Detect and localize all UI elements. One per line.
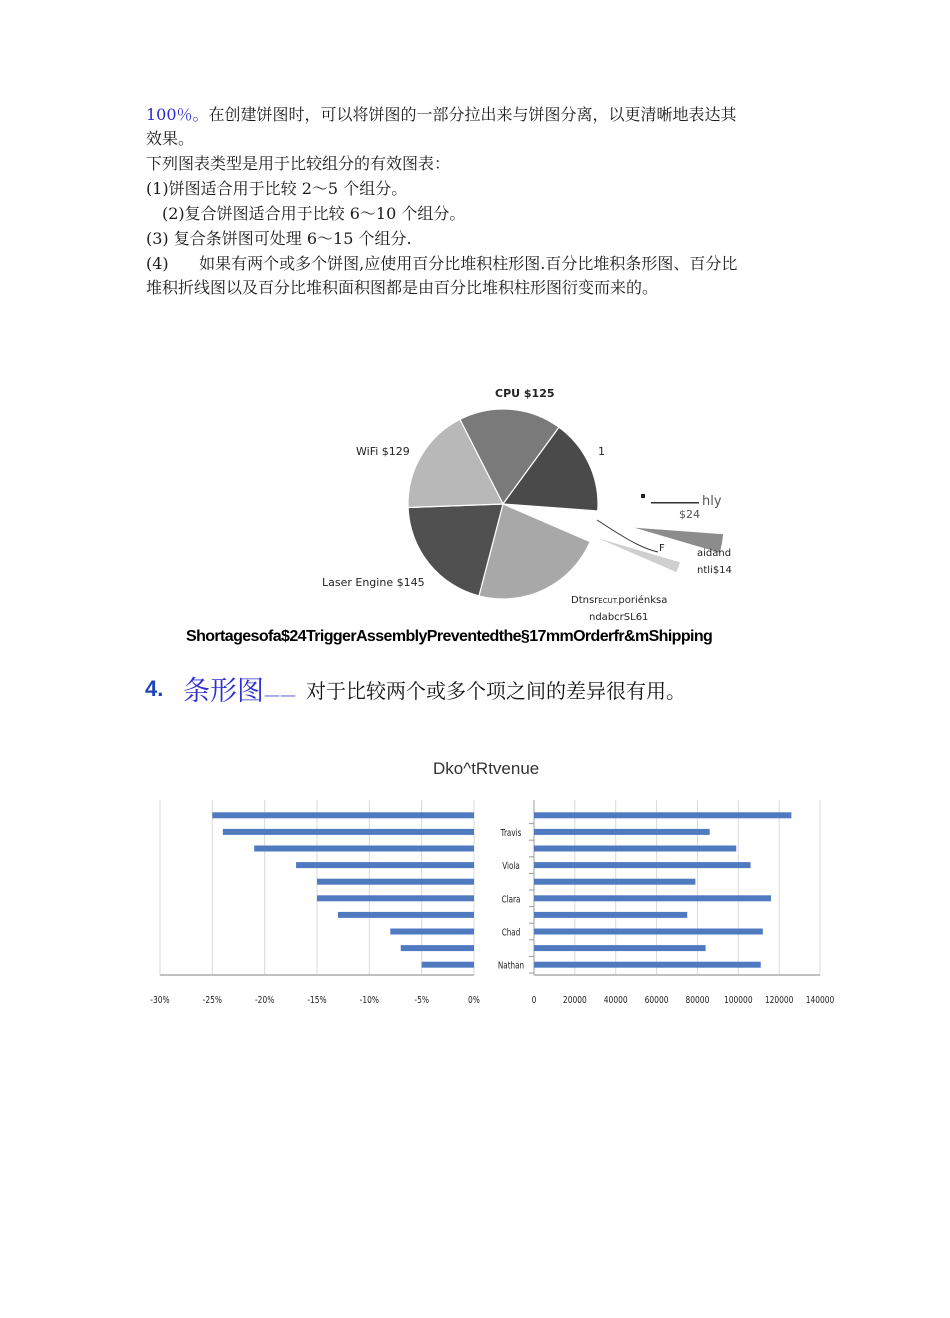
pie-label-ndabcr: ndabcrSL61 — [589, 612, 649, 623]
section-number: 4. — [145, 676, 164, 701]
pie-label-dtnsr-part: Dtnsr — [571, 595, 599, 606]
pie-caption: Shortagesofa$24TriggerAssemblyPreventedthe§17mmOrderfr&mShipping — [186, 628, 713, 645]
list-item-4-line-1: (4) 如果有两个或多个饼图,应使用百分比堆积柱形图.百分比堆积条形图、百分比 — [146, 254, 738, 273]
right-bar — [534, 945, 706, 951]
section-title-text: 条形图 — [183, 676, 264, 707]
left-tick-label: -30% — [150, 995, 170, 1007]
left-bar — [296, 862, 474, 868]
category-label: Nathan — [497, 960, 525, 973]
pie-label-laser: Laser Engine $145 — [322, 576, 425, 589]
left-bar — [401, 945, 474, 951]
right-tick-label: 100000 — [723, 995, 753, 1007]
list-item-1: (1)饼图适合用于比较 2～5 个组分。 — [146, 179, 408, 198]
pie-label-24: $24 — [679, 508, 700, 521]
left-bar — [223, 829, 474, 835]
pie-label-ecut-part: ECUT. — [598, 597, 619, 605]
left-bar — [317, 879, 474, 885]
pie-label-one: 1 — [598, 445, 605, 458]
right-tick-label: 120000 — [764, 995, 794, 1007]
pie-label-ntli: ntli$14 — [697, 565, 732, 576]
right-bar — [534, 895, 771, 901]
left-bar — [254, 846, 474, 852]
left-bar — [317, 895, 474, 901]
pie-label-hly: hly — [702, 494, 722, 509]
right-tick-label: 40000 — [603, 995, 628, 1007]
pie-label-porienksa-part: poriénksa — [618, 595, 668, 606]
left-tick-label: -15% — [307, 995, 327, 1007]
section-description: 对于比较两个或多个项之间的差异很有用。 — [306, 679, 686, 703]
pie-label-aidand: aidand — [697, 548, 732, 559]
left-tick-label: -5% — [414, 995, 429, 1007]
right-tick-label: 80000 — [685, 995, 710, 1007]
left-bar — [422, 962, 474, 968]
left-bar — [390, 929, 474, 935]
intro-percent: 100％。 — [146, 105, 209, 124]
right-tick-label: 60000 — [644, 995, 669, 1007]
left-bar — [212, 812, 474, 818]
section-title-dash: —— — [264, 685, 296, 704]
right-bar — [534, 862, 751, 868]
intro-line-2: 效果。 — [146, 129, 195, 148]
pie-label-f: F — [659, 543, 665, 554]
list-item-2: (2)复合饼图适合用于比较 6～10 个组分。 — [162, 204, 466, 223]
pie-label-wifi: WiFi $129 — [356, 445, 410, 458]
right-bar — [534, 879, 695, 885]
bar-chart-title: Dko^tRtvenue — [433, 759, 540, 778]
left-tick-label: -25% — [202, 995, 223, 1007]
list-item-3: (3) 复合条饼图可处理 6～15 个组分. — [146, 229, 412, 248]
left-bar — [338, 912, 474, 918]
right-tick-label: 0 — [531, 995, 537, 1007]
category-label: Chad — [501, 927, 521, 939]
right-bar — [534, 829, 710, 835]
right-bar — [534, 812, 791, 818]
right-bar — [534, 912, 687, 918]
category-label: Viola — [502, 861, 520, 873]
category-label: Travis — [500, 827, 522, 840]
right-bar — [534, 929, 763, 935]
right-tick-label: 20000 — [562, 995, 587, 1007]
list-item-4-line-2: 堆积折线图以及百分比堆积面积图都是由百分比堆积柱形图衍变而来的。 — [146, 278, 659, 297]
left-tick-label: 0% — [468, 995, 480, 1007]
left-tick-label: -20% — [254, 995, 275, 1007]
intro-line-3: 下列图表类型是用于比较组分的有效图表： — [146, 154, 451, 173]
right-tick-label: 140000 — [805, 995, 835, 1007]
right-bar — [534, 846, 736, 852]
category-label: Clara — [501, 894, 521, 906]
pie-label-cpu: CPU $125 — [495, 387, 555, 400]
intro-line-1-text: 在创建饼图时，可以将饼图的一部分拉出来与饼图分离，以更清晰地表达其 — [208, 105, 737, 124]
left-tick-label: -10% — [359, 995, 380, 1007]
right-bar — [534, 962, 761, 968]
